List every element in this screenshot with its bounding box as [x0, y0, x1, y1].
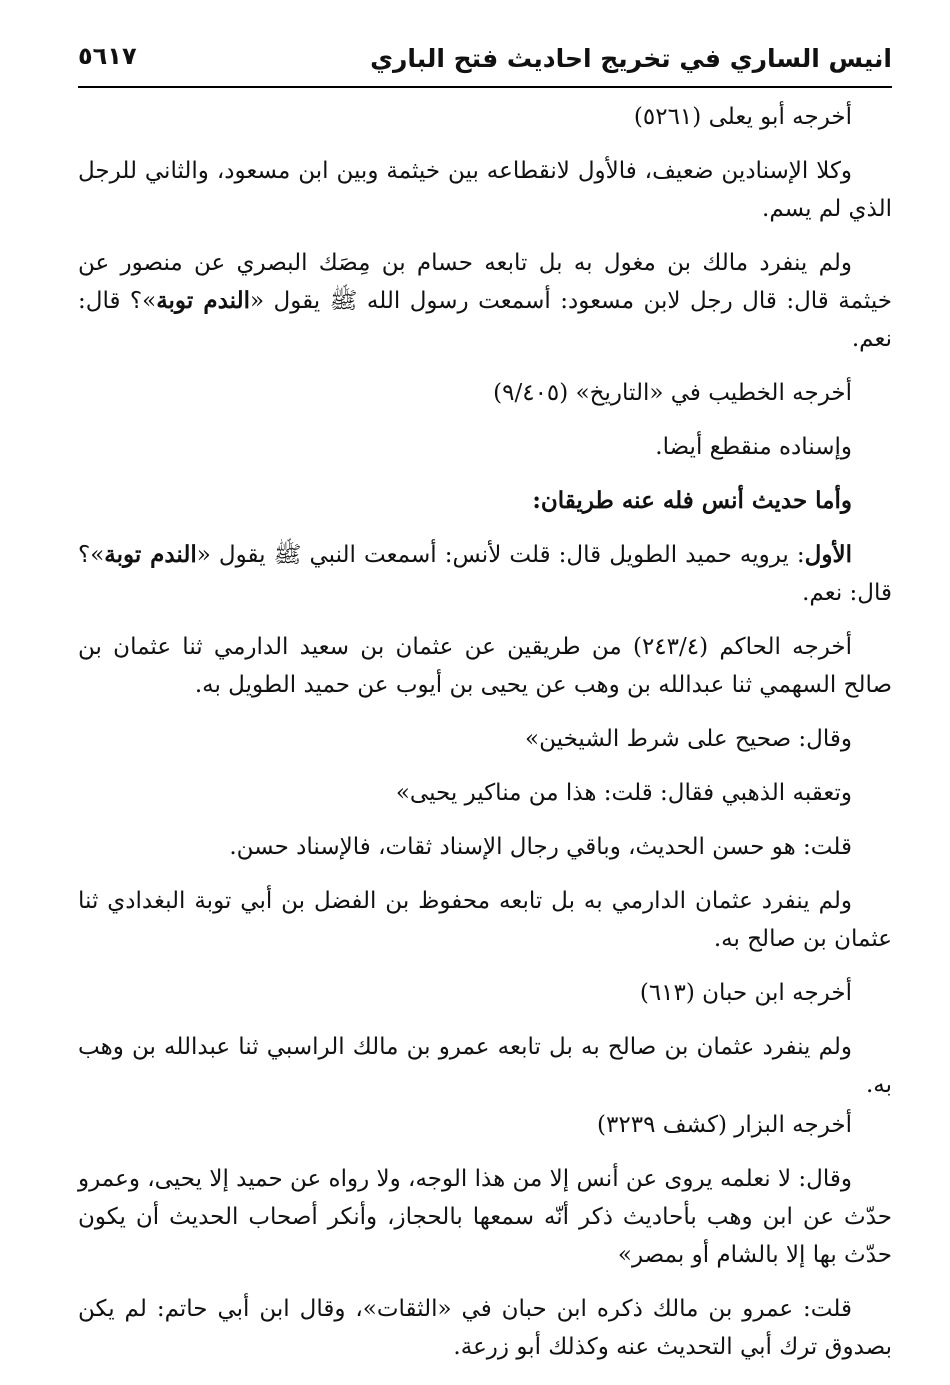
paragraph-text: أخرجه الخطيب في «التاريخ» (٩/٤٠٥)	[493, 380, 852, 406]
paragraph-lead: الأول	[804, 541, 852, 568]
paragraph-text: وقال: لا نعلمه يروى عن أنس إلا من هذا الوجه، ولا رواه عن حميد إلا يحيى، وعمرو حدّث عن ابن وهب بأحاديث ذكر أنّه سمعها بالحجاز، وأنكر أصحاب الحديث أن يكون حدّث بها إلا بالشام أو بمصر»	[78, 1166, 892, 1268]
paragraph-emphasis: وأما حديث أنس فله عنه طريقان:	[532, 487, 852, 514]
paragraph	[78, 244, 892, 358]
paragraph-text: ولم ينفرد عثمان بن صالح به بل تابعه عمرو بن مالك الراسبي ثنا عبدالله بن وهب به.	[78, 1034, 892, 1098]
paragraph	[78, 428, 892, 466]
paragraph	[78, 1106, 892, 1144]
paragraph-text: ولم ينفرد عثمان الدارمي به بل تابعه محفوظ بن الفضل بن أبي توبة البغدادي ثنا عثمان بن صالح به.	[78, 888, 892, 952]
paragraph	[78, 536, 892, 612]
page-number: ٥٦١٧	[78, 42, 137, 70]
paragraph	[78, 974, 892, 1012]
paragraph-text: أخرجه البزار (كشف ٣٢٣٩)	[597, 1112, 852, 1138]
body-text	[78, 98, 892, 1382]
paragraph-text: وإسناده منقطع أيضا.	[655, 434, 852, 460]
paragraph-text: : يرويه حميد الطويل قال: قلت لأنس: أسمعت النبي ﷺ يقول «	[196, 542, 805, 568]
paragraph	[78, 1160, 892, 1274]
paragraph-text: أخرجه أبو يعلى (٥٢٦١)	[633, 104, 852, 130]
page-header	[78, 36, 892, 86]
paragraph-emphasis: الندم توبة	[104, 541, 197, 568]
paragraph	[78, 374, 892, 412]
paragraph-text: قلت: عمرو بن مالك ذكره ابن حبان في «الثقات»، وقال ابن أبي حاتم: لم يكن بصدوق ترك أبي التحديث عنه وكذلك أبو زرعة.	[78, 1296, 892, 1360]
paragraph-text-after: »؟ قال: نعم.	[78, 288, 892, 352]
paragraph	[78, 152, 892, 228]
paragraph-text: وكلا الإسنادين ضعيف، فالأول لانقطاعه بين خيثمة وبين ابن مسعود، والثاني للرجل الذي لم يسم.	[78, 158, 892, 222]
paragraph-text: أخرجه ابن حبان (٦١٣)	[639, 980, 852, 1006]
paragraph	[78, 828, 892, 866]
paragraph	[78, 482, 892, 520]
paragraph	[78, 1028, 892, 1104]
running-title: انيس الساري في تخريج احاديث فتح الباري	[370, 44, 892, 73]
paragraph	[78, 1290, 892, 1366]
paragraph	[78, 98, 892, 136]
paragraph	[78, 628, 892, 704]
paragraph-text: وتعقبه الذهبي فقال: قلت: هذا من مناكير يحيى»	[395, 780, 852, 806]
paragraph-text: ولم ينفرد مالك بن مغول به بل تابعه حسام بن مِصَك البصري عن منصور عن خيثمة قال: قال رجل لابن مسعود: أسمعت رسول الله ﷺ يقول «	[78, 250, 892, 314]
paragraph-text: وقال: صحيح على شرط الشيخين»	[525, 726, 852, 752]
paragraph-text: أخرجه الحاكم (٢٤٣/٤) من طريقين عن عثمان بن سعيد الدارمي ثنا عثمان بن صالح السهمي ثنا عبدالله بن وهب عن يحيى بن أيوب عن حميد الطويل به.	[78, 634, 892, 698]
header-rule	[78, 86, 892, 88]
paragraph-emphasis: الندم توبة	[156, 287, 251, 314]
paragraph-text-after: »؟ قال: نعم.	[78, 542, 892, 606]
paragraph	[78, 720, 892, 758]
paragraph-text: قلت: هو حسن الحديث، وباقي رجال الإسناد ثقات، فالإسناد حسن.	[229, 834, 852, 860]
paragraph	[78, 774, 892, 812]
paragraph	[78, 882, 892, 958]
